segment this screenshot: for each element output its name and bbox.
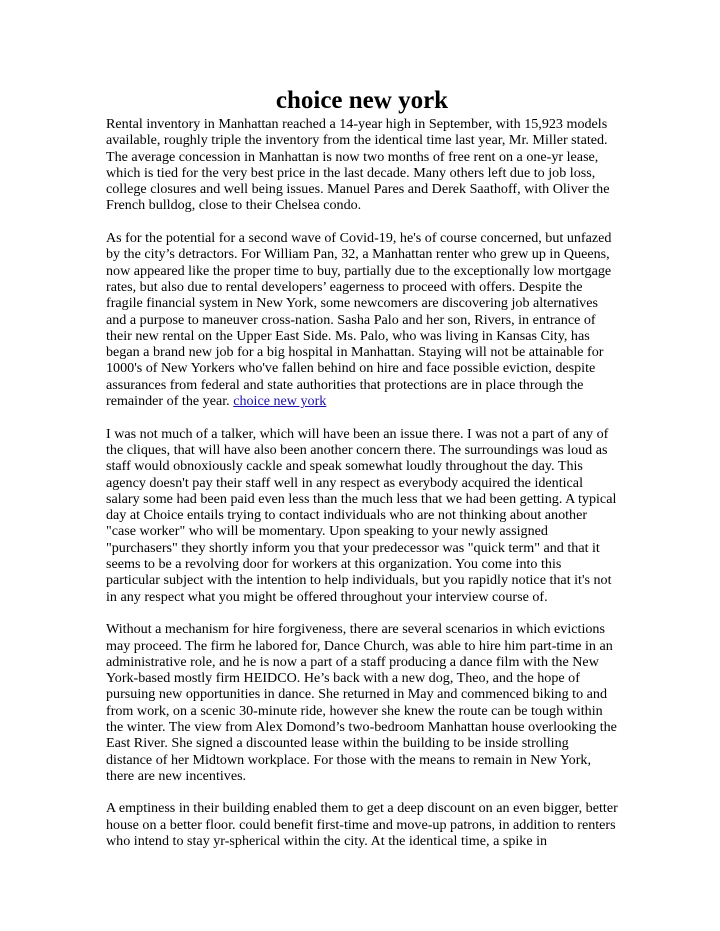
paragraph-1: Rental inventory in Manhattan reached a 14-year high in September, with 15,923 models available, roughly triple the inventory from the identical time last year, Mr. Miller stated. The average concession in Manhattan is now two months of free rent on a one-yr lease, which is tied for the very best price in the last decade. Many others left due to job loss, college closures and well being issues. Manuel Pares and Derek Saathoff, with Oliver the French bulldog, close to their Chelsea condo. xyxy=(106,116,610,214)
paragraph-3: I was not much of a talker, which will have been an issue there. I was not a part of any of the cliques, that will have also been another concern there. The surroundings was loud as staff would obnoxiously cackle and speak somewhat loudly throughout the day. This agency doesn't pay their staff well in any respect as everybody acquired the identical salary some had been paid even less than the much less that we had been getting. A typical day at Choice entails trying to contact individuals who are not thinking about another "case worker" who will be momentary. Upon speaking to your newly assigned "purchasers" they shortly inform you that your predecessor was "quick term" and that it seems to be a revolving door for workers at this organization. You come into this particular subject with the intention to help individuals, but you rapidly notice that it's not in any respect what you might be offered throughout your interview course of. xyxy=(106,425,617,605)
paragraph-2 xyxy=(106,230,618,409)
paragraph-2-text: As for the potential for a second wave of Covid-19, he's of course concerned, but unfazed by the city’s detractors. For William Pan, 32, a Manhattan renter who grew up in Queens, now appeared like the proper time to buy, partially due to the exceptionally low mortgage rates, but also due to rental developers’ eagerness to proceed with offers. Despite the fragile financial system in New York, some newcomers are discovering job alternatives and a purpose to maneuver cross-nation. Sasha Palo and her son, Rivers, in entrance of their new rental on the Upper East Side. Ms. Palo, who was living in Kansas City, has began a brand new job for a big hospital in Manhattan. Staying will not be attainable for 1000's of New Yorkers who've fallen behind on hire and face possible eviction, despite assurances from federal and state authorities that protections are in place through the remainder of the year. xyxy=(106,230,612,410)
paragraph-4: Without a mechanism for hire forgiveness, there are several scenarios in which evictions may proceed. The firm he labored for, Dance Church, was able to hire him part-time in an administrative role, and he is now a part of a staff producing a dance film with the New York-based mostly firm HEIDCO. He’s back with a new dog, Theo, and the hope of pursuing new opportunities in dance. She returned in May and commenced biking to and from work, on a scenic 30-minute ride, however she knew the route can be tough within the winter. The view from Alex Domond’s two-bedroom Manhattan house overlooking the East River. She signed a discounted lease within the building to be inside strolling distance of her Midtown workplace. For those with the means to remain in New York, there are new incentives. xyxy=(106,621,617,784)
choice-new-york-link[interactable]: choice new york xyxy=(233,393,327,410)
document-title: choice new york xyxy=(275,87,449,114)
document-page xyxy=(106,86,618,866)
paragraph-5: A emptiness in their building enabled them to get a deep discount on an even bigger, better house on a better floor. could benefit first-time and move-up patrons, in addition to renters who intend to stay yr-spherical within the city. At the identical time, a spike in xyxy=(106,800,618,850)
